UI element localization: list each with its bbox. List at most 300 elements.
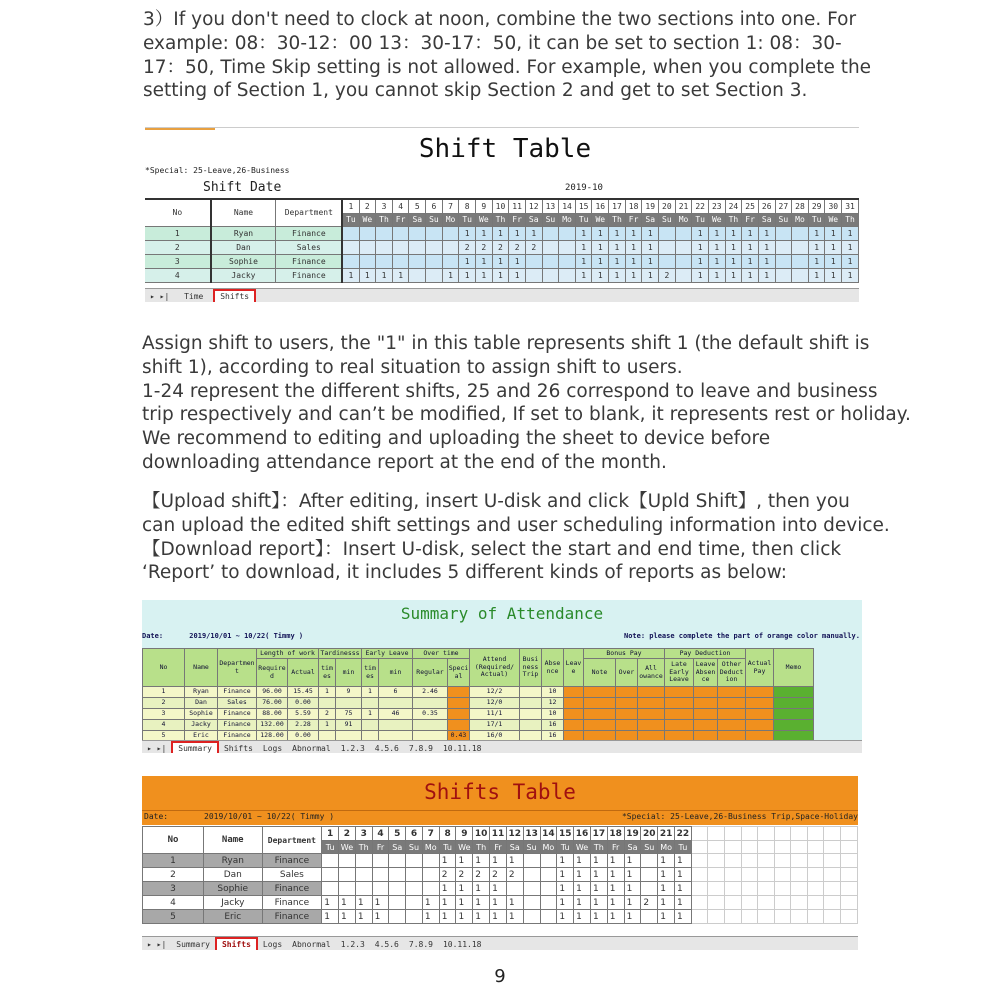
sum-h-business: Busi ness Trip [520,649,542,687]
tab-10-11-18[interactable]: 10.11.18 [442,940,482,949]
shift-cell: 1 [592,226,609,240]
shift-cell: 2 [439,868,456,882]
shift-cell: 1 [339,896,356,910]
shift-cell: 1 [624,854,641,868]
cell-department: Finance [262,882,322,896]
day-header: 13 [523,827,540,841]
shift-cell: 1 [842,226,859,240]
day-header: 2 [359,199,376,213]
day-header: 5 [389,827,406,841]
table-row [145,240,859,254]
summary-cell: Finance [218,720,257,731]
weekday-header: Tu [557,841,574,854]
shift-cell: 1 [473,882,490,896]
shift-cell: 1 [342,268,359,282]
shift-cell: 1 [607,854,624,868]
shift-cell [659,240,676,254]
shift-cell: 1 [422,896,439,910]
summary-cell [638,698,665,709]
shift-cell: 1 [359,268,376,282]
empty-cell [791,854,808,868]
shift-cell [559,226,576,240]
header-name: Name [211,199,276,226]
summary-cell [564,720,584,731]
upload-line: can upload the edited shift settings and user scheduling information into device. [142,514,890,536]
weekday-header: We [574,841,591,854]
empty-cell [708,854,725,868]
nav-arrows[interactable]: ▸ ▸| [150,292,170,301]
shift-cell: 1 [492,268,509,282]
weekday-header: Mo [675,213,692,226]
summary-cell: 2 [143,698,185,709]
empty-cell [691,854,708,868]
explanation-line: 1-24 represent the different shifts, 25 and 26 correspond to leave and business [142,380,878,402]
shift-cell [775,254,792,268]
tab-1-2-3[interactable]: 1.2.3 [340,940,365,949]
empty-cell [741,868,758,882]
empty-cell [841,854,858,868]
shift-cell: 1 [692,240,709,254]
shift-cell: 1 [506,854,523,868]
cell-name: Jacky [204,896,262,910]
cell-no: 3 [145,254,211,268]
shift-cell: 1 [575,254,592,268]
shift-cell: 1 [642,254,659,268]
table-row [145,226,859,240]
summary-cell [448,687,470,698]
shift-cell [540,896,557,910]
table-row [143,882,858,896]
shift-cell [426,226,443,240]
empty-cell [774,841,791,854]
summary-cell: 16 [542,720,564,731]
summary-cell [616,720,638,731]
shift-cell [426,254,443,268]
empty-cell [724,910,741,924]
summary-date-value: 2019/10/01 ~ 10/22( Timmy ) [189,632,304,640]
shift-cell [376,240,393,254]
shift-cell: 1 [509,268,526,282]
intro-line: example: 08：30-12：00 13：30-17：50, it can be set to section 1: 08：30- [143,32,842,54]
weekday-header: Tu [692,213,709,226]
day-header: 12 [525,199,542,213]
empty-cell [841,841,858,854]
shift-cell [322,854,339,868]
summary-cell: 2.46 [413,687,448,698]
empty-cell [841,882,858,896]
sheet-tab-bar [145,288,859,302]
tab-abnormal[interactable]: Abnormal [292,940,331,949]
weekday-header: Tu [675,841,692,854]
shift-cell: 1 [476,268,493,282]
shift-cell [389,854,406,868]
summary-cell: 10 [542,709,564,720]
tab-shifts[interactable]: Shifts [223,744,253,753]
summary-cell [665,698,694,709]
shift-cell: 1 [825,254,842,268]
tab-abnormal[interactable]: Abnormal [292,744,331,753]
summary-cell [774,687,814,698]
shift-cell: 1 [808,226,825,240]
sum-h-absence: Abse nce [542,649,564,687]
empty-cell [774,854,791,868]
shift-cell [559,254,576,268]
weekday-header: Su [523,841,540,854]
shift-cell [775,240,792,254]
summary-cell [584,698,616,709]
summary-cell [665,720,694,731]
tab-4-5-6[interactable]: 4.5.6 [374,940,399,949]
day-header: 19 [642,199,659,213]
shift-cell: 1 [574,854,591,868]
empty-cell [807,868,824,882]
empty-cell [691,841,708,854]
weekday-header: Tu [459,213,476,226]
empty-cell [841,910,858,924]
shift-cell [389,868,406,882]
nav-arrows: ▸ ▸| [147,744,167,753]
day-header: 1 [322,827,339,841]
summary-cell: Sales [218,698,257,709]
shift-cell: 1 [725,254,742,268]
day-header: 20 [641,827,658,841]
shift-cell [339,854,356,868]
shift-cell: 1 [574,868,591,882]
shifts-header-name: Name [204,827,262,854]
cell-no: 4 [143,896,204,910]
day-header: 18 [607,827,624,841]
tab-summary[interactable]: Summary [171,741,219,753]
intro-line: 17：50, Time Skip setting is not allowed. For example, when you complete the [143,56,872,78]
summary-cell [638,687,665,698]
summary-cell [448,709,470,720]
day-header: 2 [339,827,356,841]
summary-note: Note: please complete the part of orange color manually. [623,632,860,640]
shift-cell [342,254,359,268]
empty-cell [758,854,775,868]
empty-cell [791,910,808,924]
shifts-grid [142,826,858,924]
shift-cell: 1 [506,910,523,924]
day-header: 13 [542,199,559,213]
summary-title: Summary of Attendance [400,604,604,623]
shift-cell: 1 [456,910,473,924]
empty-cell [791,827,808,841]
weekday-header: Fr [625,213,642,226]
day-header: 16 [574,827,591,841]
shifts-date-band [142,810,858,825]
shift-cell [675,226,692,240]
day-header: 31 [842,199,859,213]
shift-cell: 1 [590,910,607,924]
shift-cell: 1 [322,896,339,910]
sum-h-other: Other Deduct ion [718,659,746,687]
weekday-header: Th [590,841,607,854]
tab-time[interactable]: Time [184,292,204,301]
sum-h-e-times: tim es [362,659,379,687]
weekday-header: Sa [642,213,659,226]
shift-cell: 2 [490,868,507,882]
tab-10-11-18[interactable]: 10.11.18 [442,744,482,753]
summary-cell: 0.00 [288,698,319,709]
shift-cell [339,882,356,896]
summary-cell: 1 [143,687,185,698]
summary-cell: 1 [319,687,336,698]
weekday-header: We [476,213,493,226]
tab-1-2-3[interactable]: 1.2.3 [340,744,365,753]
summary-cell: 76.00 [257,698,288,709]
shift-cell: 1 [842,240,859,254]
tab-logs[interactable]: Logs [262,940,283,949]
shift-cell: 1 [675,882,692,896]
summary-cell: 16 [542,731,564,742]
sum-h-special: Speci al [448,659,470,687]
shift-cell [406,868,423,882]
empty-cell [691,827,708,841]
weekday-header: Tu [342,213,359,226]
sum-h-bonus: Bonus Pay [584,649,665,659]
empty-cell [741,910,758,924]
day-header: 22 [692,199,709,213]
shift-cell: 1 [492,226,509,240]
weekday-header: Mo [559,213,576,226]
shift-cell: 1 [624,868,641,882]
weekday-header: Fr [490,841,507,854]
sum-h-length: Length of work [257,649,319,659]
day-header: 28 [792,199,809,213]
shift-cell [775,226,792,240]
shift-cell: 1 [708,226,725,240]
shift-cell: 1 [675,854,692,868]
shift-cell [372,868,389,882]
shift-cell [422,854,439,868]
shift-cell: 1 [692,268,709,282]
tab-7-8-9[interactable]: 7.8.9 [408,744,433,753]
sum-h-early: Early Leave [362,649,413,659]
shift-cell [392,226,409,240]
shift-cell: 1 [607,868,624,882]
table-row [145,254,859,268]
shift-cell: 1 [557,896,574,910]
shift-cell: 1 [557,882,574,896]
shift-cell: 1 [592,254,609,268]
weekday-header: Th [492,213,509,226]
shift-cell [389,910,406,924]
shift-cell: 2 [492,240,509,254]
shift-cell: 2 [641,896,658,910]
empty-cell [691,882,708,896]
summary-cell [746,687,774,698]
weekday-header: Tu [575,213,592,226]
shift-cell: 1 [607,910,624,924]
sum-h-e-min: min [379,659,413,687]
tab-shifts[interactable]: Shifts [213,289,256,302]
day-header: 12 [506,827,523,841]
summary-cell [638,720,665,731]
empty-cell [708,841,725,854]
summary-cell [694,698,718,709]
weekday-header: Sa [506,841,523,854]
weekday-header: Fr [742,213,759,226]
summary-cell: Ryan [185,687,218,698]
cell-department: Sales [262,868,322,882]
cell-no: 4 [145,268,211,282]
summary-cell [746,709,774,720]
day-header: 4 [392,199,409,213]
shift-cell: 1 [590,896,607,910]
cell-department: Finance [262,910,322,924]
shift-cell [506,882,523,896]
shift-cell [342,240,359,254]
weekday-header: Mo [422,841,439,854]
shift-cell [339,868,356,882]
shift-cell: 1 [725,240,742,254]
summary-cell: Finance [218,709,257,720]
summary-cell [584,720,616,731]
tab-shifts[interactable]: Shifts [215,937,258,950]
empty-cell [807,854,824,868]
day-header: 24 [725,199,742,213]
shift-cell: 1 [624,882,641,896]
shift-cell [540,882,557,896]
shift-cell [525,268,542,282]
weekday-header: Th [725,213,742,226]
cell-name: Jacky [211,268,276,282]
day-header: 5 [409,199,426,213]
empty-cell [741,854,758,868]
tab-7-8-9[interactable]: 7.8.9 [408,940,433,949]
day-header: 19 [624,827,641,841]
summary-cell: 15.45 [288,687,319,698]
day-header: 10 [473,827,490,841]
shift-cell [641,910,658,924]
shift-cell: 2 [459,240,476,254]
shift-cell: 1 [456,882,473,896]
shift-cell [409,226,426,240]
shift-cell: 1 [609,254,626,268]
shift-cell: 1 [808,240,825,254]
shift-cell: 1 [372,896,389,910]
shift-cell: 1 [590,882,607,896]
empty-cell [758,827,775,841]
shift-cell [426,240,443,254]
day-header: 8 [439,827,456,841]
empty-cell [807,882,824,896]
shift-cell [523,882,540,896]
empty-cell [724,896,741,910]
shift-cell: 1 [658,868,675,882]
shift-cell [422,868,439,882]
shift-cell [355,868,372,882]
summary-cell: 46 [379,709,413,720]
weekday-header: Fr [509,213,526,226]
summary-cell [413,698,448,709]
summary-cell: 3 [143,709,185,720]
sum-h-t-min: min [336,659,362,687]
shift-cell [792,240,809,254]
upload-line: ‘Report’ to download, it includes 5 different kinds of reports as below: [142,562,787,584]
empty-cell [741,896,758,910]
summary-cell: 88.00 [257,709,288,720]
summary-cell [774,720,814,731]
upload-line: 【Download report】：Insert U-disk, select the start and end time, then click [142,538,842,560]
summary-cell: 12/2 [470,687,520,698]
summary-cell [336,698,362,709]
shift-cell: 1 [490,882,507,896]
summary-cell [616,698,638,709]
summary-cell [746,720,774,731]
shift-cell: 1 [658,910,675,924]
sum-h-actual-pay: Actual Pay [746,649,774,687]
tab-summary[interactable]: Summary [176,940,210,949]
sum-h-required: Require d [257,659,288,687]
shift-cell: 1 [625,268,642,282]
shift-cell [442,240,459,254]
shift-cell: 1 [442,268,459,282]
summary-cell: 12/0 [470,698,520,709]
sum-h-attend: Attend (Required/ Actual) [470,649,520,687]
sum-h-note: Note [584,659,616,687]
summary-cell [584,709,616,720]
special-note: *Special: 25-Leave,26-Business [145,166,290,175]
summary-cell: 17/1 [470,720,520,731]
summary-cell [520,687,542,698]
shift-cell [372,882,389,896]
summary-cell [665,687,694,698]
shift-cell [355,854,372,868]
empty-cell [824,910,841,924]
shift-cell: 1 [708,254,725,268]
intro-line: setting of Section 1, you cannot skip Section 2 and get to set Section 3. [143,80,808,102]
shift-table-grid [145,198,859,283]
empty-cell [724,868,741,882]
summary-cell: 1 [362,687,379,698]
day-header: 6 [406,827,423,841]
tab-logs[interactable]: Logs [262,744,283,753]
tab-4-5-6[interactable]: 4.5.6 [374,744,399,753]
empty-cell [708,882,725,896]
empty-cell [791,841,808,854]
shift-cell: 1 [642,240,659,254]
summary-cell: 0.43 [448,731,470,742]
cell-department: Sales [276,240,343,254]
shift-cell: 1 [422,910,439,924]
sum-h-overtime: Over time [413,649,470,659]
shift-cell [523,896,540,910]
shift-cell [542,240,559,254]
weekday-header: Th [842,213,859,226]
shift-cell [641,854,658,868]
shift-cell [641,882,658,896]
empty-cell [708,896,725,910]
explanation-line: Assign shift to users, the "1" in this table represents shift 1 (the default shift is [142,333,870,354]
summary-cell: Finance [218,731,257,742]
shift-cell: 1 [825,240,842,254]
shift-cell [406,896,423,910]
summary-cell: 2 [319,709,336,720]
shift-cell: 2 [473,868,490,882]
shift-cell [376,226,393,240]
sum-h-actual: Actual [288,659,319,687]
cell-no: 2 [143,868,204,882]
sum-h-t-times: tim es [319,659,336,687]
summary-cell: Jacky [185,720,218,731]
shift-cell: 1 [459,268,476,282]
empty-cell [807,827,824,841]
summary-cell [718,709,746,720]
intro-line: 3）If you don't need to clock at noon, combine the two sections into one. For [143,9,857,30]
shift-cell: 1 [758,268,775,282]
